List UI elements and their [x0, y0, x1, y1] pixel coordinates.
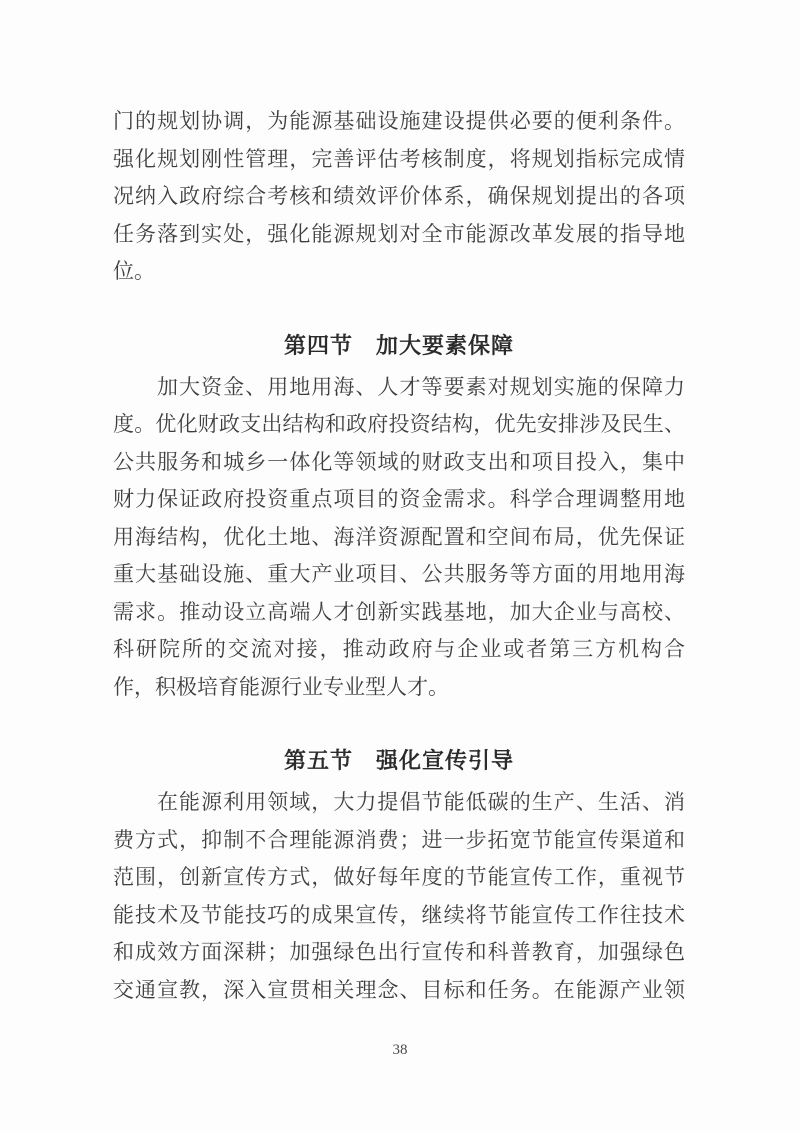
body-line: 费方式，抑制不合理能源消费；进一步拓宽节能宣传渠道和 [113, 827, 685, 852]
body-line: 任务落到实处，强化能源规划对全市能源改革发展的指导地 [113, 221, 685, 246]
body-line: 门的规划协调，为能源基础设施建设提供必要的便利条件。 [113, 109, 685, 133]
body-line: 强化规划刚性管理，完善评估考核制度，将规划指标完成情 [113, 146, 685, 171]
paragraph-factor-guarantee [113, 369, 685, 707]
body-line: 重大基础设施、重大产业项目、公共服务等方面的用地用海 [113, 562, 685, 586]
body-line: 财力保证政府投资重点项目的资金需求。科学合理调整用地 [113, 487, 685, 511]
body-line: 公共服务和城乡一体化等领域的财政支出和项目投入，集中 [113, 449, 685, 474]
body-line: 需求。推动设立高端人才创新实践基地，加大企业与高校、 [113, 599, 685, 624]
body-line: 加大资金、用地用海、人才等要素对规划实施的保障力 [157, 374, 685, 399]
body-line: 用海结构，优化土地、海洋资源配置和空间布局，优先保证 [113, 524, 685, 549]
body-line: 况纳入政府综合考核和绩效评价体系，确保规划提出的各项 [113, 184, 685, 208]
section-heading-five: 第五节 强化宣传引导 [283, 748, 514, 773]
body-line: 位。 [113, 259, 155, 283]
body-line: 交通宣教，深入宣贯相关理念、目标和任务。在能源产业领 [113, 977, 685, 1002]
body-line: 科研院所的交流对接，推动政府与企业或者第三方机构合 [113, 637, 685, 661]
page-number: 38 [392, 1042, 408, 1058]
paragraph-planning-coordination [113, 103, 685, 291]
body-line: 和成效方面深耕；加强绿色出行宣传和科普教育，加强绿色 [113, 940, 685, 964]
body-line: 能技术及节能技巧的成果宣传，继续将节能宣传工作往技术 [113, 902, 685, 927]
body-line: 度。优化财政支出结构和政府投资结构，优先安排涉及民生、 [113, 412, 685, 436]
body-line: 作，积极培育能源行业专业型人才。 [113, 674, 449, 699]
paragraph-publicity-guidance [113, 784, 685, 1009]
section-heading-four: 第四节 加大要素保障 [283, 332, 514, 358]
body-line: 在能源利用领域，大力提倡节能低碳的生产、生活、消 [157, 790, 685, 814]
body-line: 范围，创新宣传方式，做好每年度的节能宣传工作，重视节 [113, 865, 685, 889]
